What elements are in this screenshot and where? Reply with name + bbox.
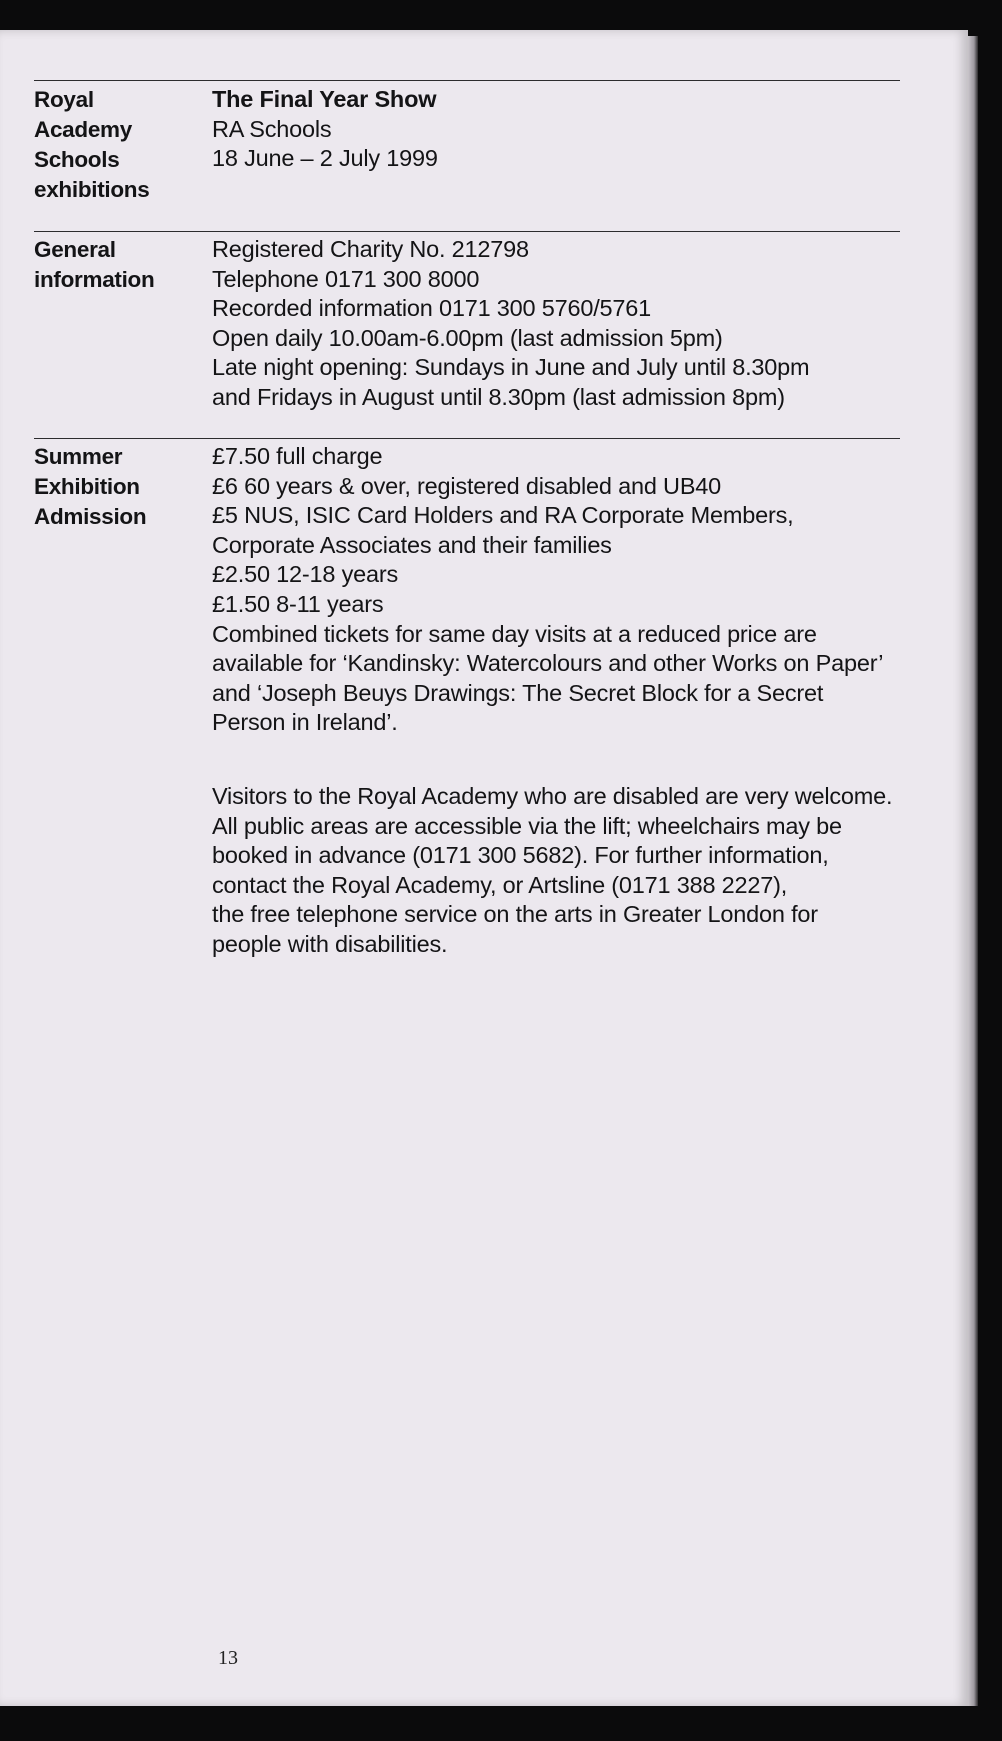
content-line: Person in Ireland’.	[212, 709, 398, 736]
admission-prices	[212, 442, 902, 738]
content-line: 18 June – 2 July 1999	[212, 145, 438, 172]
accessibility-paragraph	[212, 782, 902, 960]
section-label	[34, 235, 204, 295]
label-line: Admission	[34, 504, 147, 529]
label-line: information	[34, 267, 155, 292]
content-line: £7.50 full charge	[212, 443, 383, 469]
page-edge	[968, 36, 978, 1706]
label-line: Schools	[34, 147, 120, 172]
section-general-information	[34, 231, 900, 432]
content-line: Corporate Associates and their families	[212, 531, 612, 558]
content-line: £1.50 8-11 years	[212, 590, 384, 617]
content-line: Registered Charity No. 212798	[212, 236, 529, 262]
label-line: Royal	[34, 87, 94, 112]
content-line: Open daily 10.00am-6.00pm (last admission 5pm)	[212, 324, 723, 351]
section-label	[34, 442, 204, 532]
content-line: RA Schools	[212, 115, 332, 142]
content-line: contact the Royal Academy, or Artsline (0171 388 2227),	[212, 871, 788, 898]
section-schools-exhibitions	[34, 80, 900, 221]
section-content	[212, 442, 902, 960]
content-line: people with disabilities.	[212, 930, 448, 957]
label-line: Academy	[34, 117, 132, 142]
label-line: Exhibition	[34, 474, 140, 499]
page-number: 13	[218, 1647, 238, 1669]
content-line: the free telephone service on the arts in Greater London for	[212, 901, 818, 928]
content-line: and ‘Joseph Beuys Drawings: The Secret Block for a Secret	[212, 679, 824, 706]
content-line: and Fridays in August until 8.30pm (last admission 8pm)	[212, 383, 785, 410]
content-line: Recorded information 0171 300 5760/5761	[212, 295, 652, 322]
content-line: Visitors to the Royal Academy who are disabled are very welcome.	[212, 782, 893, 809]
section-content	[212, 235, 902, 413]
section-content	[212, 85, 902, 174]
label-line: exhibitions	[34, 177, 150, 202]
content-line: booked in advance (0171 300 5682). For further information,	[212, 842, 829, 869]
content-line: £6 60 years & over, registered disabled and UB40	[212, 472, 722, 499]
content-line: £5 NUS, ISIC Card Holders and RA Corporate Members,	[212, 502, 794, 529]
content-line: Telephone 0171 300 8000	[212, 265, 480, 292]
section-summer-admission	[34, 438, 900, 999]
section-label	[34, 85, 204, 205]
content-line: Late night opening: Sundays in June and July until 8.30pm	[212, 354, 810, 381]
label-line: General	[34, 237, 116, 262]
content-line: available for ‘Kandinsky: Watercolours and other Works on Paper’	[212, 650, 884, 677]
content-line: All public areas are accessible via the lift; wheelchairs may be	[212, 812, 842, 839]
exhibition-title: The Final Year Show	[212, 86, 437, 112]
content-line: Combined tickets for same day visits at a reduced price are	[212, 620, 817, 647]
content-line: £2.50 12-18 years	[212, 561, 399, 588]
label-line: Summer	[34, 444, 123, 469]
